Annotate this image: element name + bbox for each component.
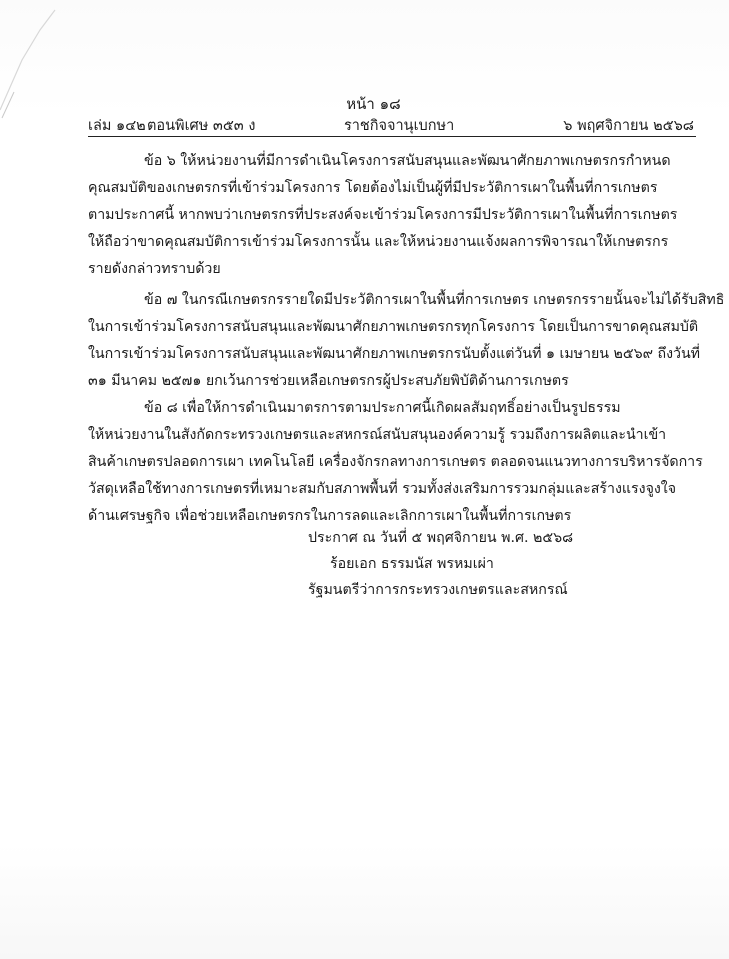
text-line: ด้านเศรษฐกิจ เพื่อช่วยเหลือเกษตรกรในการลดและเลิกการเผาในพื้นที่การเกษตร — [88, 508, 572, 524]
document-body — [88, 148, 725, 530]
text-line: ให้หน่วยงานในสังกัดกระทรวงเกษตรและสหกรณ์สนับสนุนองค์ความรู้ รวมถึงการผลิตและนำเข้า — [88, 427, 667, 443]
text-line: ให้ถือว่าขาดคุณสมบัติการเข้าร่วมโครงการนั้น และให้หน่วยงานแจ้งผลการพิจารณาให้เกษตรกร — [88, 234, 669, 250]
issue-label: ตอนพิเศษ ๓๕๓ ง — [147, 118, 256, 134]
text-line: ในการเข้าร่วมโครงการสนับสนุนและพัฒนาศักยภาพเกษตรกรนับตั้งแต่วันที่ ๑ เมษายน ๒๕๖๙ ถึงวันที่ — [88, 346, 701, 362]
text-line: วัสดุเหลือใช้ทางการเกษตรที่เหมาะสมกับสภาพพื้นที่ รวมทั้งส่งเสริมการรวมกลุ่มและสร้างแรงจูงใจ — [88, 481, 677, 497]
signatory-position: รัฐมนตรีว่าการกระทรวงเกษตรและสหกรณ์ — [308, 582, 568, 598]
text-line: ตามประกาศนี้ หากพบว่าเกษตรกรที่ประสงค์จะเข้าร่วมโครงการมีประวัติการเผาในพื้นที่การเกษตร — [88, 207, 678, 223]
text-line: ข้อ ๗ ในกรณีเกษตรกรรายใดมีประวัติการเผาในพื้นที่การเกษตร เกษตรกรรายนั้นจะไม่ได้รับสิทธิ — [144, 292, 725, 308]
clause-7 — [88, 287, 725, 395]
clause-8 — [88, 395, 703, 530]
gazette-header — [88, 114, 694, 136]
signature-block — [308, 525, 573, 603]
text-line: สินค้าเกษตรปลอดการเผา เทคโนโลยี เครื่องจักรกลทางการเกษตร ตลอดจนแนวทางการบริหารจัดการ — [88, 454, 703, 470]
text-line: ในการเข้าร่วมโครงการสนับสนุนและพัฒนาศักยภาพเกษตรกรทุกโครงการ โดยเป็นการขาดคุณสมบัติ — [88, 319, 699, 335]
text-line: ๓๑ มีนาคม ๒๕๗๑ ยกเว้นการช่วยเหลือเกษตรกรผู้ประสบภัยพิบัติด้านการเกษตร — [88, 373, 569, 389]
text-line: ข้อ ๘ เพื่อให้การดำเนินมาตรการตามประกาศนี้เกิดผลสัมฤทธิ์อย่างเป็นรูปธรรม — [144, 400, 621, 416]
volume-label: เล่ม ๑๔๒ — [88, 118, 146, 134]
publication-date: ๖ พฤศจิกายน ๒๕๖๘ — [563, 118, 694, 134]
page-number: หน้า ๑๘ — [346, 95, 401, 113]
text-line: คุณสมบัติของเกษตรกรที่เข้าร่วมโครงการ โดยต้องไม่เป็นผู้ที่มีประวัติการเผาในพื้นที่การเกษตร — [88, 180, 658, 196]
gazette-title: ราชกิจจานุเบกษา — [344, 118, 455, 134]
clause-6 — [88, 148, 698, 283]
signatory-name: ร้อยเอก ธรรมนัส พรหมเผ่า — [330, 556, 494, 572]
text-line: รายดังกล่าวทราบด้วย — [88, 261, 221, 277]
header-divider — [88, 136, 696, 137]
text-line: ข้อ ๖ ให้หน่วยงานที่มีการดำเนินโครงการสนับสนุนและพัฒนาศักยภาพเกษตรกรกำหนด — [144, 153, 671, 169]
announcement-date: ประกาศ ณ วันที่ ๕ พฤศจิกายน พ.ศ. ๒๕๖๘ — [308, 530, 574, 546]
